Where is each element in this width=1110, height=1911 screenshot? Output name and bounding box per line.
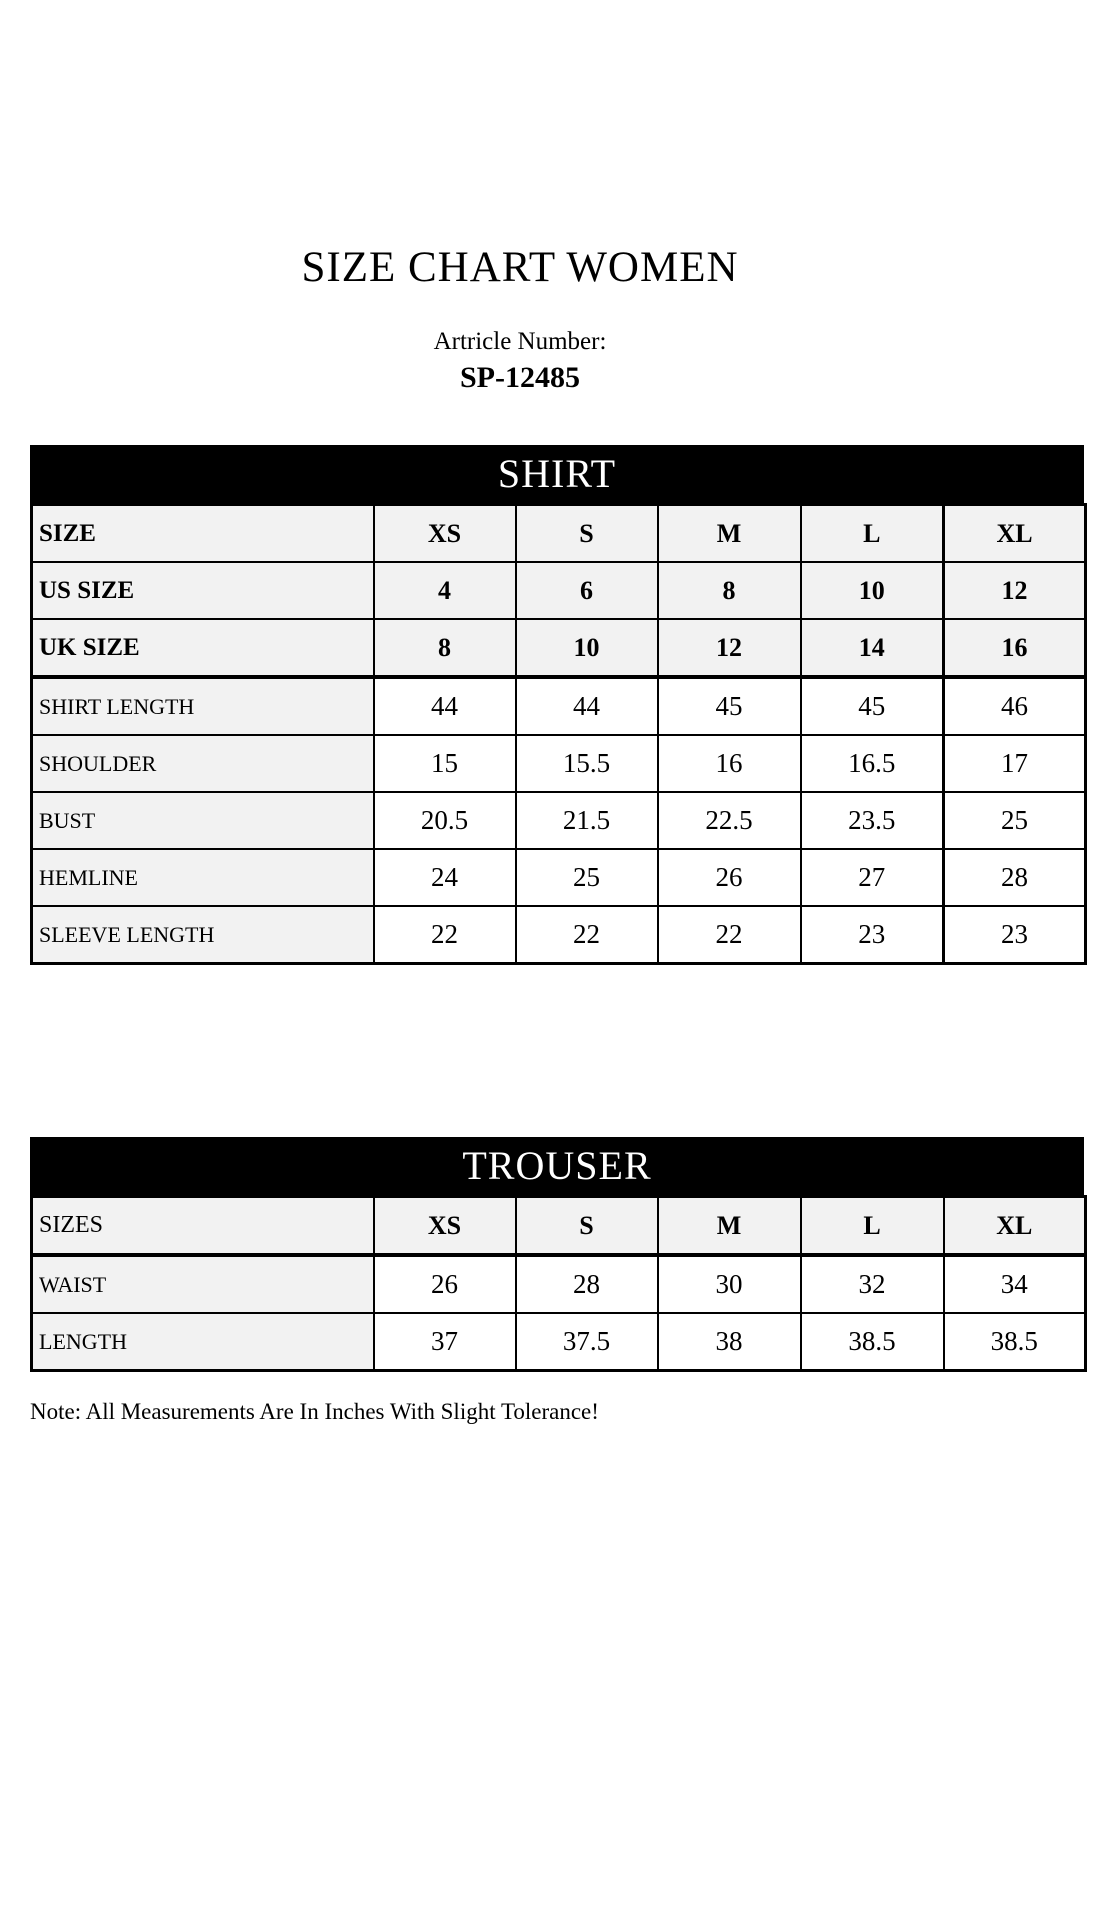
value-cell: 24	[374, 849, 516, 906]
value-cell: 4	[374, 562, 516, 619]
shirt-size-chart	[30, 445, 1084, 965]
value-cell: S	[516, 505, 658, 563]
table-row	[32, 677, 1086, 735]
value-cell: 46	[944, 677, 1086, 735]
row-label: LENGTH	[32, 1313, 374, 1371]
value-cell: 37.5	[516, 1313, 658, 1371]
row-label: SIZES	[32, 1197, 374, 1256]
row-label: HEMLINE	[32, 849, 374, 906]
value-cell: XL	[944, 1197, 1086, 1256]
shirt-table	[30, 503, 1087, 965]
value-cell: 22	[374, 906, 516, 964]
value-cell: 26	[374, 1255, 516, 1313]
row-label: SHIRT LENGTH	[32, 677, 374, 735]
value-cell: 20.5	[374, 792, 516, 849]
value-cell: 14	[801, 619, 944, 677]
row-label: US SIZE	[32, 562, 374, 619]
value-cell: 17	[944, 735, 1086, 792]
value-cell: 23.5	[801, 792, 944, 849]
value-cell: 6	[516, 562, 658, 619]
value-cell: 28	[516, 1255, 658, 1313]
value-cell: 27	[801, 849, 944, 906]
value-cell: 38.5	[801, 1313, 944, 1371]
value-cell: 22	[658, 906, 801, 964]
row-label: SHOULDER	[32, 735, 374, 792]
value-cell: 10	[516, 619, 658, 677]
value-cell: 8	[658, 562, 801, 619]
value-cell: 25	[516, 849, 658, 906]
value-cell: S	[516, 1197, 658, 1256]
value-cell: 37	[374, 1313, 516, 1371]
value-cell: 10	[801, 562, 944, 619]
table-row	[32, 906, 1086, 964]
value-cell: M	[658, 1197, 801, 1256]
value-cell: 22.5	[658, 792, 801, 849]
trouser-table	[30, 1195, 1087, 1372]
value-cell: 15.5	[516, 735, 658, 792]
article-number-value: SP-12485	[460, 361, 580, 394]
trouser-table-title: TROUSER	[30, 1137, 1084, 1195]
row-label: SLEEVE LENGTH	[32, 906, 374, 964]
table-row	[32, 849, 1086, 906]
value-cell: 32	[801, 1255, 944, 1313]
value-cell: 26	[658, 849, 801, 906]
page-title: SIZE CHART WOMEN	[301, 244, 739, 291]
value-cell: 8	[374, 619, 516, 677]
value-cell: 23	[801, 906, 944, 964]
shirt-table-title: SHIRT	[30, 445, 1084, 503]
value-cell: 23	[944, 906, 1086, 964]
row-label: BUST	[32, 792, 374, 849]
note-text: Note: All Measurements Are In Inches With Slight Tolerance!	[30, 1399, 599, 1424]
table-row	[32, 562, 1086, 619]
value-cell: XL	[944, 505, 1086, 563]
article-number-label: Artricle Number:	[433, 328, 607, 355]
value-cell: 44	[516, 677, 658, 735]
value-cell: 22	[516, 906, 658, 964]
value-cell: 45	[658, 677, 801, 735]
value-cell: 15	[374, 735, 516, 792]
value-cell: XS	[374, 505, 516, 563]
row-label: SIZE	[32, 505, 374, 563]
value-cell: 34	[944, 1255, 1086, 1313]
table-row	[32, 505, 1086, 563]
table-row	[32, 1313, 1086, 1371]
value-cell: 28	[944, 849, 1086, 906]
value-cell: L	[801, 505, 944, 563]
table-row	[32, 1197, 1086, 1256]
value-cell: 38.5	[944, 1313, 1086, 1371]
value-cell: L	[801, 1197, 944, 1256]
table-row	[32, 619, 1086, 677]
value-cell: 21.5	[516, 792, 658, 849]
value-cell: 45	[801, 677, 944, 735]
value-cell: 12	[658, 619, 801, 677]
value-cell: 44	[374, 677, 516, 735]
row-label: UK SIZE	[32, 619, 374, 677]
value-cell: 38	[658, 1313, 801, 1371]
table-row	[32, 735, 1086, 792]
row-label: WAIST	[32, 1255, 374, 1313]
table-row	[32, 1255, 1086, 1313]
value-cell: 25	[944, 792, 1086, 849]
value-cell: 12	[944, 562, 1086, 619]
value-cell: 16.5	[801, 735, 944, 792]
header-block	[0, 246, 1040, 393]
trouser-size-chart	[30, 1137, 1084, 1372]
value-cell: M	[658, 505, 801, 563]
value-cell: 30	[658, 1255, 801, 1313]
value-cell: 16	[658, 735, 801, 792]
table-row	[32, 792, 1086, 849]
value-cell: 16	[944, 619, 1086, 677]
value-cell: XS	[374, 1197, 516, 1256]
